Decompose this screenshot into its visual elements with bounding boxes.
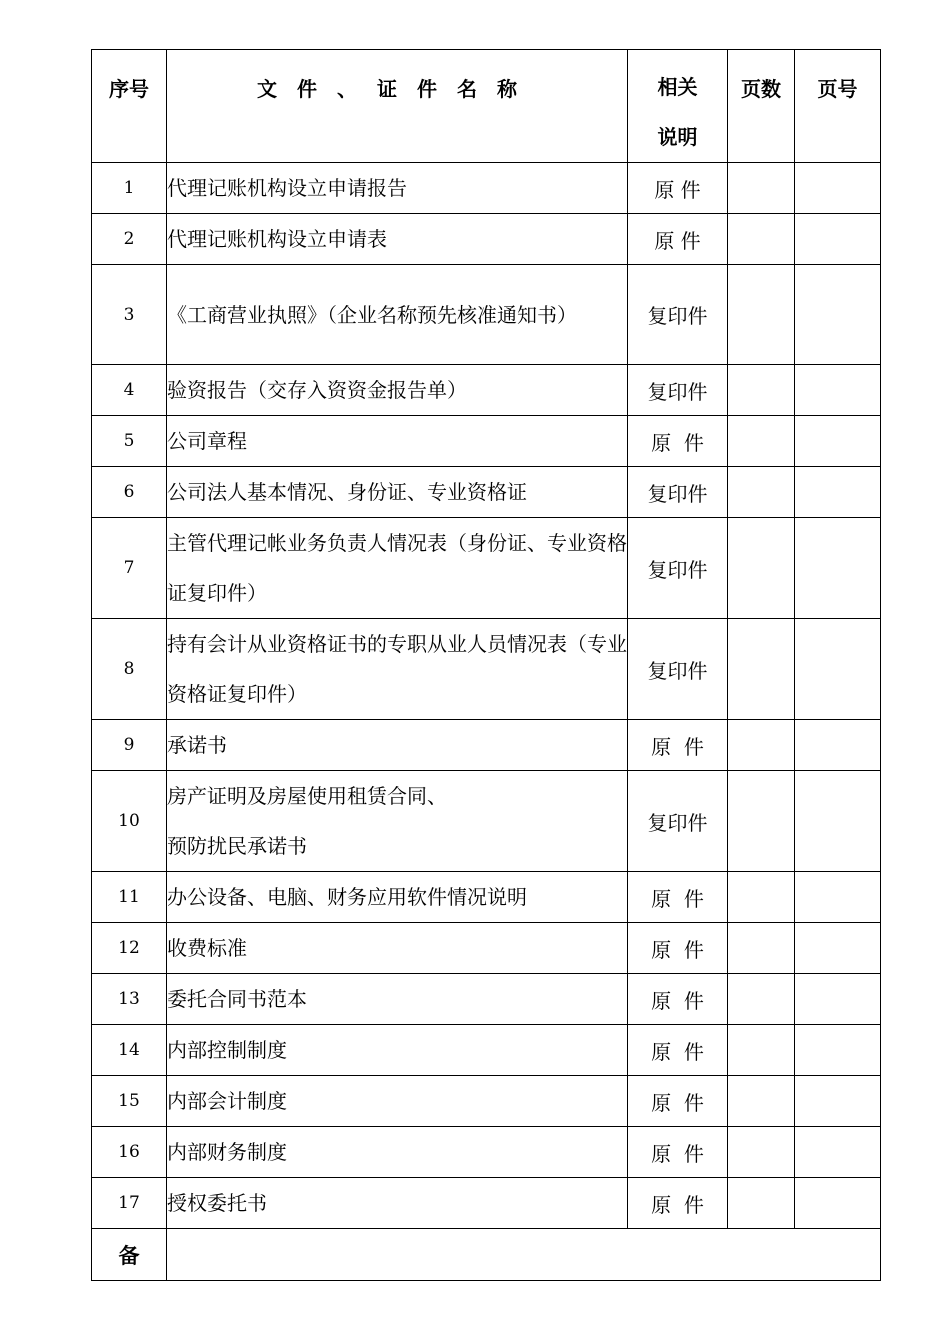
row-number: 6 [92,467,167,518]
document-name [167,771,628,872]
table-row [92,872,881,923]
document-name: 公司法人基本情况、身份证、专业资格证 [167,467,628,518]
header-page-no: 页号 [795,50,881,163]
document-name: 验资报告（交存入资资金报告单） [167,365,628,416]
document-note: 原 件 [628,1076,728,1127]
document-name: 内部会计制度 [167,1076,628,1127]
page-no-cell [795,416,881,467]
row-number: 3 [92,265,167,365]
row-number: 12 [92,923,167,974]
page-no-cell [795,467,881,518]
row-number: 10 [92,771,167,872]
header-pages: 页数 [728,50,795,163]
document-note: 复印件 [628,467,728,518]
page-no-cell [795,1076,881,1127]
document-name: 主管代理记帐业务负责人情况表（身份证、专业资格证复印件） [167,518,628,619]
page-no-cell [795,1127,881,1178]
remarks-label: 备 [92,1229,167,1281]
pages-cell [728,1178,795,1229]
document-note: 原 件 [628,1178,728,1229]
page-no-cell [795,923,881,974]
document-name: 授权委托书 [167,1178,628,1229]
pages-cell [728,619,795,720]
page-no-cell [795,872,881,923]
pages-cell [728,872,795,923]
document-name: 内部控制制度 [167,1025,628,1076]
table-row [92,1076,881,1127]
document-name: 内部财务制度 [167,1127,628,1178]
page-no-cell [795,974,881,1025]
pages-cell [728,1127,795,1178]
document-name: 持有会计从业资格证书的专职从业人员情况表（专业资格证复印件） [167,619,628,720]
document-note: 原 件 [628,923,728,974]
pages-cell [728,265,795,365]
table-row [92,1127,881,1178]
document-note: 原 件 [628,1025,728,1076]
row-number: 4 [92,365,167,416]
row-number: 15 [92,1076,167,1127]
document-note: 原 件 [628,1127,728,1178]
document-name: 《工商营业执照》（企业名称预先核准通知书） [167,265,628,365]
row-number: 5 [92,416,167,467]
table-row [92,974,881,1025]
page-no-cell [795,365,881,416]
row-number: 11 [92,872,167,923]
row-number: 7 [92,518,167,619]
document-list-table [91,49,881,1281]
remarks-row [92,1229,881,1281]
header-related [628,50,728,163]
pages-cell [728,518,795,619]
document-note: 原 件 [628,974,728,1025]
table-row [92,1178,881,1229]
pages-cell [728,923,795,974]
pages-cell [728,365,795,416]
page-no-cell [795,265,881,365]
document-name: 代理记账机构设立申请表 [167,214,628,265]
pages-cell [728,214,795,265]
header-related-line1: 相关 [657,75,698,99]
document-name: 承诺书 [167,720,628,771]
row-number: 14 [92,1025,167,1076]
table-row [92,771,881,872]
header-related-line2: 说明 [657,125,698,149]
pages-cell [728,1076,795,1127]
page-no-cell [795,1025,881,1076]
row-number: 17 [92,1178,167,1229]
table-row [92,1025,881,1076]
document-note: 原 件 [628,416,728,467]
pages-cell [728,974,795,1025]
document-note: 原 件 [628,720,728,771]
page-no-cell [795,720,881,771]
document-note: 原 件 [628,872,728,923]
row-number: 8 [92,619,167,720]
document-name: 办公设备、电脑、财务应用软件情况说明 [167,872,628,923]
remarks-content [167,1229,881,1281]
table-row [92,467,881,518]
table-row [92,923,881,974]
page-no-cell [795,771,881,872]
document-name: 公司章程 [167,416,628,467]
pages-cell [728,416,795,467]
document-name: 代理记账机构设立申请报告 [167,163,628,214]
document-note: 原 件 [628,163,728,214]
row-number: 16 [92,1127,167,1178]
table-row [92,416,881,467]
document-note: 复印件 [628,265,728,365]
page-no-cell [795,518,881,619]
table-row [92,365,881,416]
document-name: 委托合同书范本 [167,974,628,1025]
page-no-cell [795,619,881,720]
row-number: 13 [92,974,167,1025]
header-row [92,50,881,163]
pages-cell [728,1025,795,1076]
row-number: 1 [92,163,167,214]
table-row [92,720,881,771]
pages-cell [728,163,795,214]
page-no-cell [795,214,881,265]
row-number: 9 [92,720,167,771]
page-no-cell [795,163,881,214]
document-note: 复印件 [628,365,728,416]
table-row [92,214,881,265]
table-row [92,163,881,214]
document-note: 复印件 [628,771,728,872]
pages-cell [728,720,795,771]
document-note: 原 件 [628,214,728,265]
page-no-cell [795,1178,881,1229]
document-note: 复印件 [628,619,728,720]
pages-cell [728,467,795,518]
document-name-line1: 房产证明及房屋使用租赁合同、 [167,784,447,808]
header-seq: 序号 [92,50,167,163]
pages-cell [728,771,795,872]
row-number: 2 [92,214,167,265]
header-name: 文件、证件名称 [167,50,628,163]
document-name-line2: 预防扰民承诺书 [167,834,307,858]
document-name: 收费标准 [167,923,628,974]
table-row [92,265,881,365]
table-row [92,518,881,619]
table-row [92,619,881,720]
document-note: 复印件 [628,518,728,619]
